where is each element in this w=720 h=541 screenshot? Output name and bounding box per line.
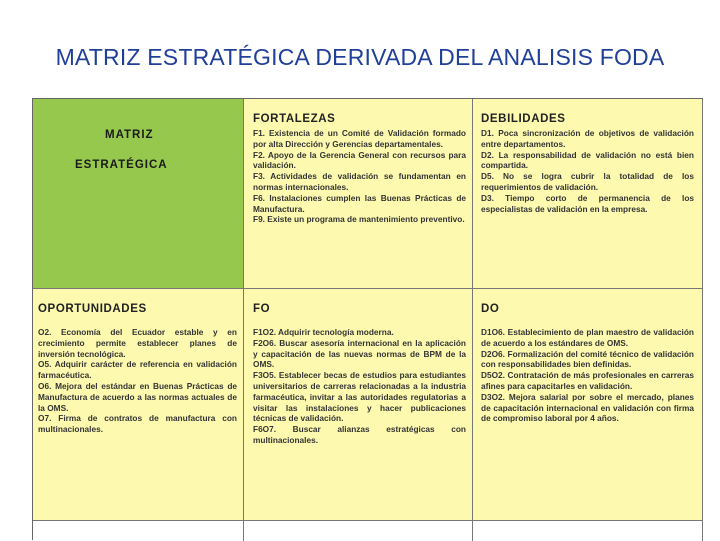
matrix-label-line1: MATRIZ	[105, 129, 154, 141]
debilidades-cell	[473, 99, 703, 289]
matrix-empty-cell-2	[244, 521, 473, 541]
debilidades-heading: DEBILIDADES	[481, 113, 566, 125]
fo-text: F1O2. Adquirir tecnología moderna. F2O6. Buscar asesoría internacional en la aplicación y capacitación de las nuevas normas de BPM de la OMS. F3O5. Establecer becas de estudios para estudiantes universitarios de carreras relacionadas a la industria farmacéutica, invitar a las autoridades regulatorias a visitar las instalaciones y hacer publicaciones técnicas de validación. F6O7. Buscar alianzas estratégicas con multinacionales.	[253, 327, 466, 445]
matrix-label-line2: ESTRATÉGICA	[75, 159, 168, 171]
fortalezas-text: F1. Existencia de un Comité de Validación formado por alta Dirección y Gerencias departamentales. F2. Apoyo de la Gerencia General con recursos para validación. F3. Actividades de validación se fundamentan en normas internacionales. F6. Instalaciones cumplen las Buenas Prácticas de Manufactura. F9. Existe un programa de mantenimiento preventivo.	[253, 128, 466, 225]
debilidades-text: D1. Poca sincronización de objetivos de validación entre departamentos. D2. La responsabilidad de validación no está bien compartida. D5. No se logra cubrir la totalidad de los requerimientos de validación. D3. Tiempo corto de permanencia de los especialistas de validación en la empresa.	[481, 128, 694, 214]
oportunidades-text: O2. Economía del Ecuador estable y en crecimiento permite establecer planes de inversión tecnológica. O5. Adquirir carácter de referencia en validación farmacéutica. O6. Mejora del estándar en Buenas Prácticas de Manufactura de acuerdo a las normas actuales de la OMS. O7. Firma de contratos de manufactura con multinacionales.	[38, 327, 237, 435]
matrix-empty-cell-1	[33, 521, 244, 541]
fo-heading: FO	[253, 303, 271, 315]
oportunidades-cell	[33, 289, 244, 521]
matrix-empty-cell-3	[473, 521, 703, 541]
oportunidades-heading: OPORTUNIDADES	[38, 303, 147, 315]
fortalezas-heading: FORTALEZAS	[253, 113, 336, 125]
do-text: D1O6. Establecimiento de plan maestro de validación de acuerdo a los estándares de OMS. D2O6. Formalización del comité técnico de validación con responsabilidades bien definidas. D5O2. Contratación de más profesionales en carreras afines para capacitarles en validación. D3O2. Mejora salarial por sobre el mercado, planes de capacitación internacional en validación con firma de compromiso laboral por 4 años.	[481, 327, 694, 424]
page-title: MATRIZ ESTRATÉGICA DERIVADA DEL ANALISIS FODA	[55, 44, 665, 70]
fortalezas-cell	[244, 99, 473, 289]
fo-cell	[244, 289, 473, 521]
foda-matrix	[32, 98, 703, 540]
do-heading: DO	[481, 303, 500, 315]
matrix-corner-cell	[33, 99, 244, 289]
do-cell	[473, 289, 703, 521]
